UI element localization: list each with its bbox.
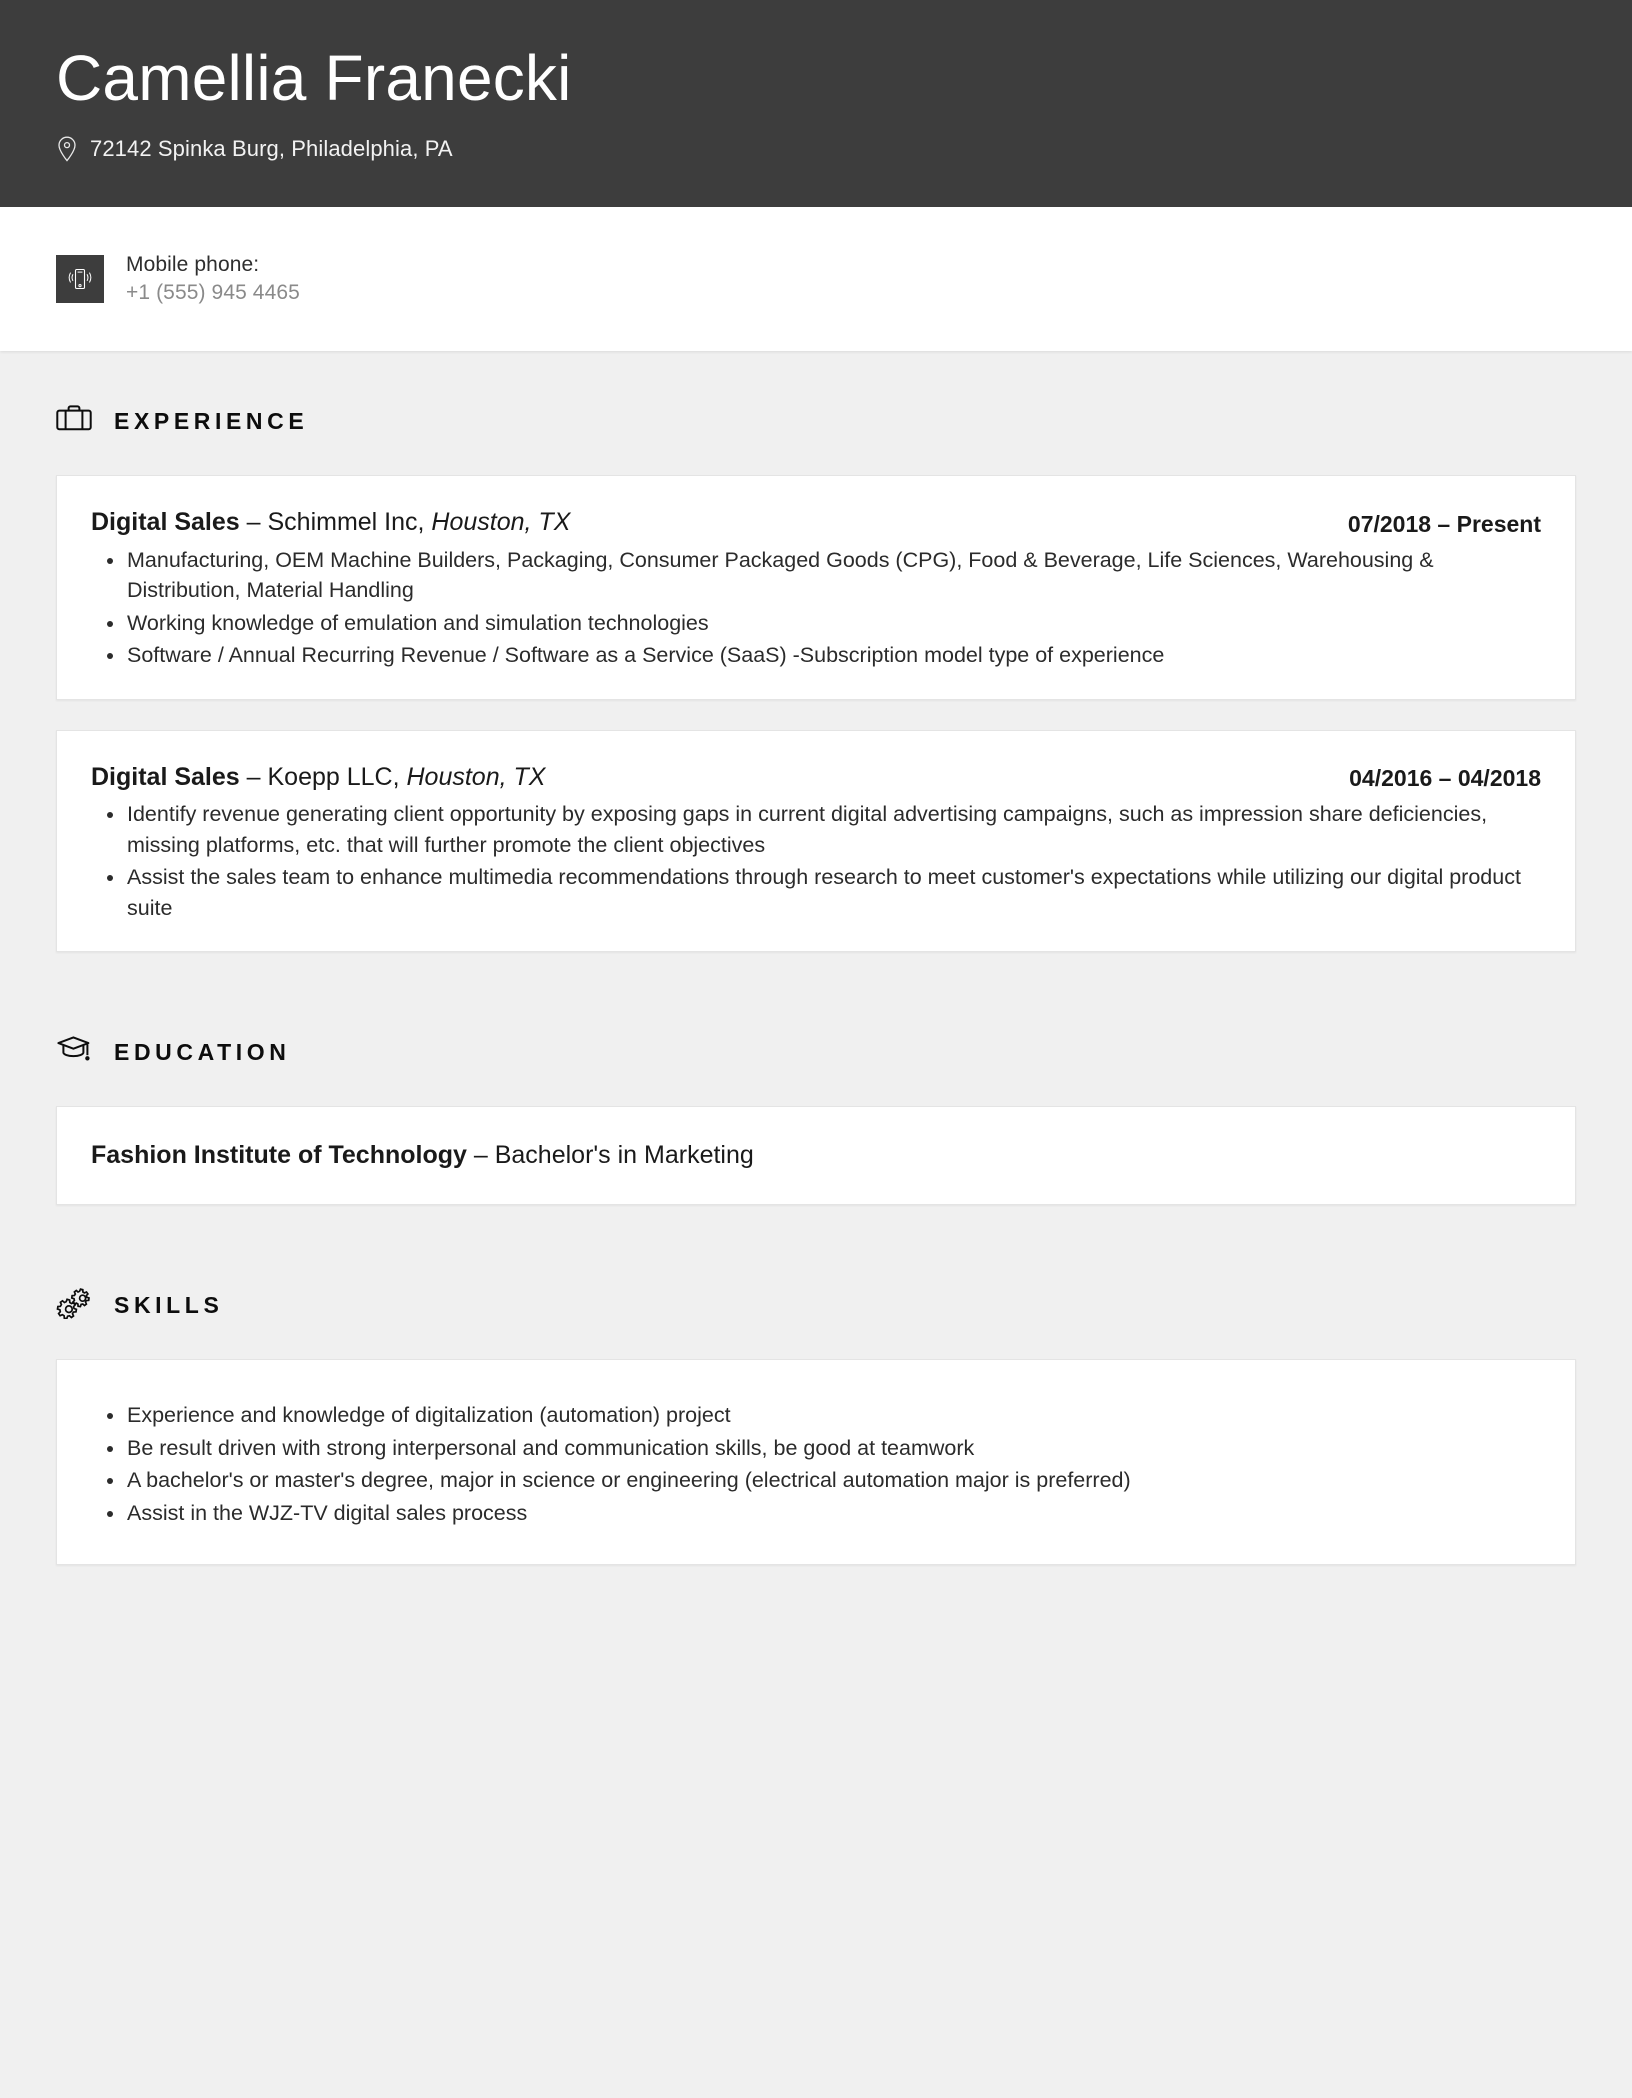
resume-body [0, 351, 1632, 1565]
job-role: Digital Sales [91, 508, 240, 536]
job-role: Digital Sales [91, 762, 240, 791]
resume-header [0, 0, 1632, 207]
experience-entry-head [91, 761, 1541, 794]
candidate-address: 72142 Spinka Burg, Philadelphia, PA [90, 136, 453, 161]
experience-entry-title [91, 506, 570, 539]
job-bullet: Assist the sales team to enhance multimedia recommendations through research to meet customer's expectations while utilizing our digital product suite [91, 862, 1541, 923]
section-skills [56, 1275, 1576, 1565]
job-bullet: Working knowledge of emulation and simulation technologies [91, 608, 1541, 639]
contact-strip [0, 207, 1632, 351]
section-header-experience [56, 391, 1576, 451]
skill-bullet: Be result driven with strong interpersonal and communication skills, be good at teamwork [91, 1433, 1541, 1464]
skills-bullet-list [91, 1400, 1541, 1528]
section-header-education [56, 1022, 1576, 1082]
education-degree: – Bachelor's in Marketing [473, 1141, 754, 1170]
job-organization: Koepp LLC, [267, 762, 400, 791]
job-separator: – [246, 762, 261, 791]
education-entry-card [56, 1106, 1576, 1205]
location-pin-icon [56, 136, 78, 162]
spacer [56, 1082, 1576, 1106]
job-bullet: Manufacturing, OEM Machine Builders, Packaging, Consumer Packaged Goods (CPG), Food & Beverage, Life Sciences, Warehousing & Distribution, Material Handling [91, 545, 1541, 606]
mobile-phone-icon [56, 255, 104, 303]
spacer [56, 351, 1576, 391]
candidate-name: Camellia Franecki [56, 42, 572, 114]
job-location: Houston, TX [406, 762, 546, 791]
job-bullet: Identify revenue generating client opportunity by exposing gaps in current digital advertising campaigns, such as impression share deficiencies, missing platforms, etc. that will further promote the client objectives [91, 799, 1541, 860]
section-education [56, 1022, 1576, 1205]
section-title-experience: EXPERIENCE [114, 407, 309, 434]
spacer [56, 982, 1576, 1022]
education-entry-title [91, 1141, 1541, 1170]
experience-entry-card [56, 730, 1576, 953]
spacer [56, 1335, 1576, 1359]
job-bullet-list [91, 799, 1541, 923]
address-row [56, 136, 1576, 162]
job-date-range: 04/2016 – 04/2018 [1349, 765, 1541, 792]
job-location: Houston, TX [431, 508, 571, 536]
job-date-range: 07/2018 – Present [1347, 510, 1541, 537]
spacer [56, 1235, 1576, 1275]
job-separator: – [246, 508, 261, 536]
experience-entry-head [91, 506, 1541, 539]
job-bullet-list [91, 545, 1541, 671]
education-school: Fashion Institute of Technology [91, 1141, 467, 1170]
briefcase-icon [56, 403, 92, 439]
section-experience [56, 391, 1576, 952]
contact-value[interactable]: +1 (555) 945 4465 [126, 281, 300, 304]
experience-entry-card [56, 475, 1576, 700]
section-header-skills [56, 1275, 1576, 1335]
contact-item-mobile-phone [56, 253, 300, 305]
contact-label: Mobile phone: [126, 253, 260, 276]
contact-texts [126, 253, 300, 305]
skill-bullet: Assist in the WJZ-TV digital sales process [91, 1498, 1541, 1529]
section-title-skills: SKILLS [114, 1291, 224, 1318]
section-title-education: EDUCATION [114, 1038, 291, 1065]
graduation-cap-icon [56, 1034, 92, 1070]
skill-bullet: Experience and knowledge of digitalization (automation) project [91, 1400, 1541, 1431]
job-bullet: Software / Annual Recurring Revenue / Software as a Service (SaaS) -Subscription model type of experience [91, 640, 1541, 671]
spacer [56, 451, 1576, 475]
job-organization: Schimmel Inc, [267, 508, 425, 536]
experience-entry-title [91, 761, 545, 794]
skills-card [56, 1359, 1576, 1565]
gears-icon [56, 1287, 92, 1323]
skill-bullet: A bachelor's or master's degree, major in science or engineering (electrical automation major is preferred) [91, 1465, 1541, 1496]
